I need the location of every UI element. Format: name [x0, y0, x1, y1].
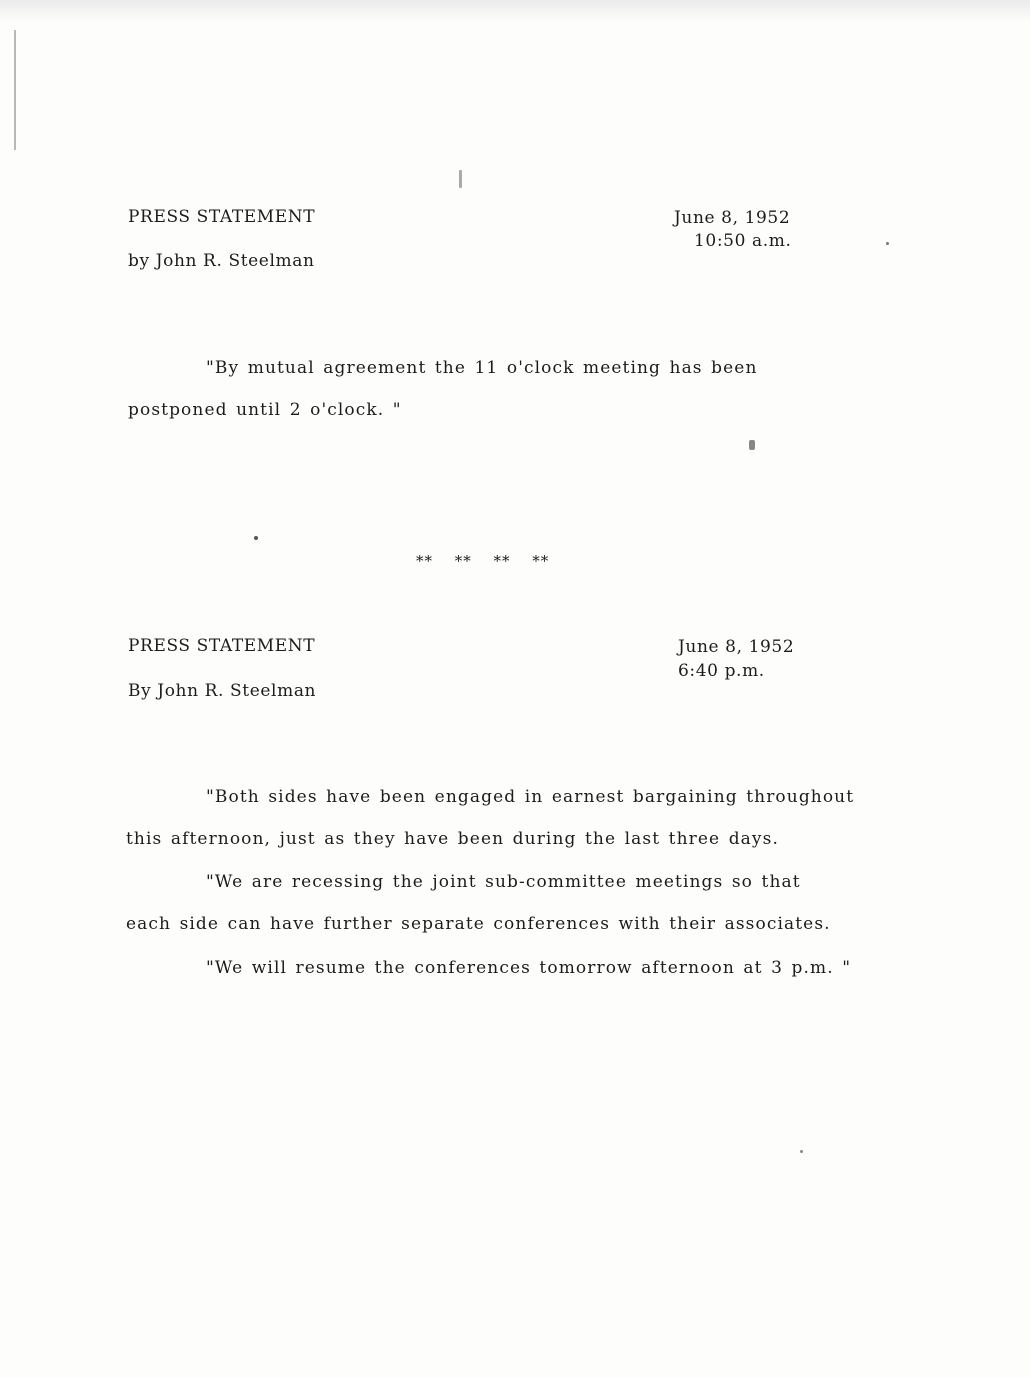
statement-1-body-line-1: "By mutual agreement the 11 o'clock meeting has been: [206, 358, 758, 378]
scan-speck: [254, 536, 258, 540]
statement-1-body-line-2: postponed until 2 o'clock. ": [128, 400, 402, 420]
statement-2-body-line-2: this afternoon, just as they have been during the last three days.: [126, 829, 779, 849]
statement-1-time: 10:50 a.m.: [694, 231, 792, 251]
scan-speck: [886, 242, 889, 245]
statement-2-body-line-5: "We will resume the conferences tomorrow afternoon at 3 p.m. ": [206, 958, 852, 978]
statement-1-title: PRESS STATEMENT: [128, 207, 316, 227]
section-separator: ** ** ** **: [416, 552, 550, 570]
statement-2-byline: By John R. Steelman: [128, 681, 317, 701]
statement-1-date: June 8, 1952: [674, 208, 791, 228]
statement-2-body-line-4: each side can have further separate conferences with their associates.: [126, 914, 831, 934]
scan-top-shadow: [0, 0, 1030, 22]
statement-2-time: 6:40 p.m.: [678, 661, 765, 681]
statement-1-byline: by John R. Steelman: [128, 251, 315, 271]
statement-2-body-line-3: "We are recessing the joint sub-committee meetings so that: [206, 872, 801, 892]
statement-2-body-line-1: "Both sides have been engaged in earnest bargaining throughout: [206, 787, 855, 807]
scan-left-edge: [14, 30, 16, 150]
scan-speck: [800, 1150, 803, 1153]
statement-2-title: PRESS STATEMENT: [128, 636, 316, 656]
scan-speck: [749, 440, 755, 450]
statement-2-date: June 8, 1952: [678, 637, 795, 657]
scan-speck: [459, 170, 462, 188]
